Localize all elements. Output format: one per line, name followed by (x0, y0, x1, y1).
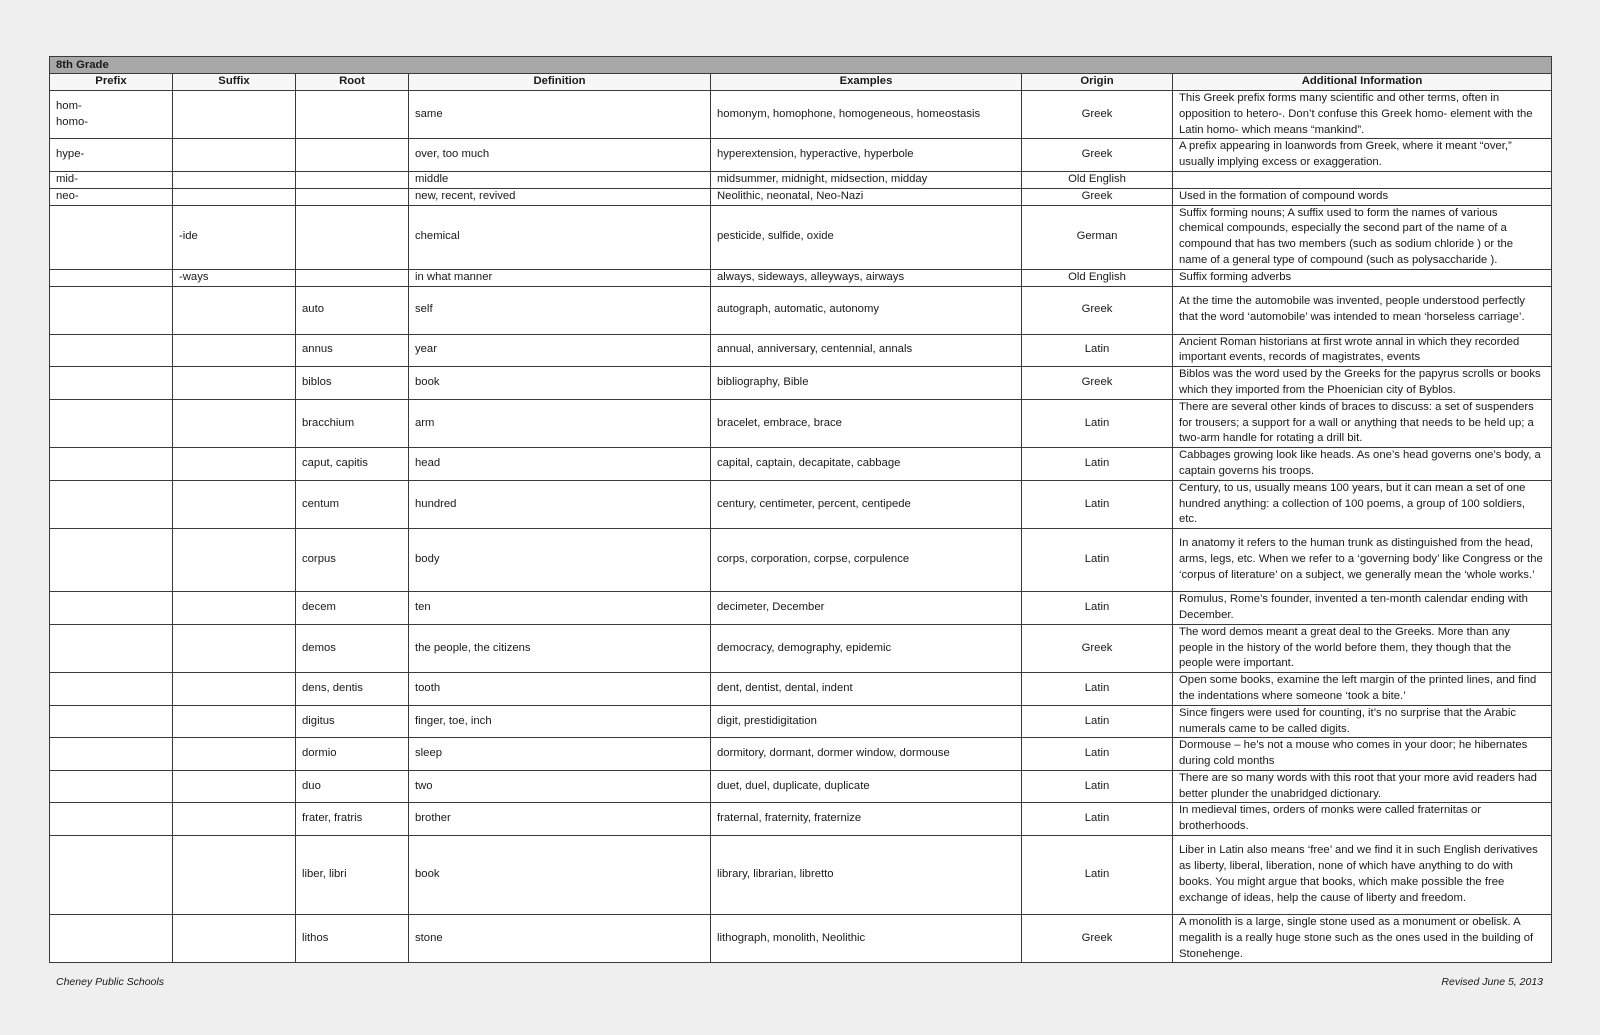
cell-root (296, 188, 409, 205)
cell-additional-info: Used in the formation of compound words (1173, 188, 1552, 205)
table-row (50, 205, 1552, 269)
cell-suffix (173, 448, 296, 481)
cell-origin: Greek (1022, 286, 1173, 334)
cell-origin: Greek (1022, 91, 1173, 139)
cell-suffix (173, 367, 296, 400)
cell-root: decem (296, 592, 409, 625)
cell-prefix: hype- (50, 139, 173, 172)
cell-examples: midsummer, midnight, midsection, midday (711, 171, 1022, 188)
table-row (50, 705, 1552, 738)
cell-examples: bracelet, embrace, brace (711, 399, 1022, 447)
cell-definition: chemical (409, 205, 711, 269)
cell-additional-info: In medieval times, orders of monks were called fraternitas or brotherhoods. (1173, 803, 1552, 836)
cell-prefix (50, 269, 173, 286)
cell-additional-info: Romulus, Rome’s founder, invented a ten-month calendar ending with December. (1173, 592, 1552, 625)
cell-examples: homonym, homophone, homogeneous, homeostasis (711, 91, 1022, 139)
table-row (50, 139, 1552, 172)
cell-definition: middle (409, 171, 711, 188)
table-row (50, 673, 1552, 706)
cell-origin: Greek (1022, 188, 1173, 205)
table-row (50, 367, 1552, 400)
cell-root: liber, libri (296, 836, 409, 915)
header-examples: Examples (711, 74, 1022, 91)
cell-additional-info: Century, to us, usually means 100 years, but it can mean a set of one hundred anything: a collection of 100 poems, a group of 100 soldiers, etc. (1173, 480, 1552, 528)
cell-prefix (50, 367, 173, 400)
cell-prefix (50, 334, 173, 367)
cell-prefix (50, 624, 173, 672)
cell-prefix (50, 836, 173, 915)
header-suffix: Suffix (173, 74, 296, 91)
cell-examples: fraternal, fraternity, fraternize (711, 803, 1022, 836)
cell-definition: stone (409, 915, 711, 963)
cell-definition: same (409, 91, 711, 139)
cell-prefix (50, 399, 173, 447)
cell-prefix (50, 738, 173, 771)
table-row (50, 269, 1552, 286)
cell-root: lithos (296, 915, 409, 963)
cell-examples: autograph, automatic, autonomy (711, 286, 1022, 334)
cell-suffix (173, 803, 296, 836)
cell-additional-info: Suffix forming adverbs (1173, 269, 1552, 286)
roots-table (49, 56, 1552, 963)
cell-prefix (50, 770, 173, 803)
cell-examples: library, librarian, libretto (711, 836, 1022, 915)
table-row (50, 334, 1552, 367)
cell-prefix (50, 529, 173, 592)
cell-root: corpus (296, 529, 409, 592)
cell-additional-info: Open some books, examine the left margin of the printed lines, and find the indentations where someone ‘took a bite.’ (1173, 673, 1552, 706)
cell-prefix (50, 915, 173, 963)
cell-origin: Latin (1022, 592, 1173, 625)
cell-definition: over, too much (409, 139, 711, 172)
cell-examples: corps, corporation, corpse, corpulence (711, 529, 1022, 592)
cell-definition: book (409, 836, 711, 915)
cell-root: digitus (296, 705, 409, 738)
cell-suffix (173, 705, 296, 738)
cell-examples: dent, dentist, dental, indent (711, 673, 1022, 706)
footer-school: Cheney Public Schools (56, 976, 164, 988)
table-row (50, 915, 1552, 963)
table-row (50, 592, 1552, 625)
cell-definition: brother (409, 803, 711, 836)
cell-definition: head (409, 448, 711, 481)
table-row (50, 286, 1552, 334)
table-row (50, 738, 1552, 771)
cell-suffix (173, 399, 296, 447)
cell-root: duo (296, 770, 409, 803)
cell-origin: Greek (1022, 915, 1173, 963)
header-row (50, 74, 1552, 91)
cell-definition: tooth (409, 673, 711, 706)
cell-prefix (50, 480, 173, 528)
cell-definition: book (409, 367, 711, 400)
cell-origin: Greek (1022, 367, 1173, 400)
cell-root: auto (296, 286, 409, 334)
cell-origin: Old English (1022, 269, 1173, 286)
cell-additional-info: In anatomy it refers to the human trunk as distinguished from the head, arms, legs, etc. When we refer to a ‘governing body’ like Congress or the ‘corpus of literature’ on a subject, we generally mean the ‘whole works.’ (1173, 529, 1552, 592)
cell-suffix (173, 334, 296, 367)
cell-additional-info: This Greek prefix forms many scientific and other terms, often in opposition to hetero-. Don’t confuse this Greek homo- element with the Latin homo- which means “mankind”. (1173, 91, 1552, 139)
table-row (50, 770, 1552, 803)
header-additional-info: Additional Information (1173, 74, 1552, 91)
cell-examples: hyperextension, hyperactive, hyperbole (711, 139, 1022, 172)
footer-revised-date: Revised June 5, 2013 (1441, 976, 1543, 988)
cell-root: demos (296, 624, 409, 672)
cell-origin: Latin (1022, 738, 1173, 771)
cell-suffix (173, 770, 296, 803)
cell-definition: the people, the citizens (409, 624, 711, 672)
cell-suffix (173, 188, 296, 205)
cell-suffix (173, 480, 296, 528)
header-definition: Definition (409, 74, 711, 91)
cell-origin: German (1022, 205, 1173, 269)
table-row (50, 188, 1552, 205)
cell-origin: Latin (1022, 770, 1173, 803)
cell-additional-info: Biblos was the word used by the Greeks for the papyrus scrolls or books which they imported from the Phoenician city of Byblos. (1173, 367, 1552, 400)
cell-additional-info: At the time the automobile was invented, people understood perfectly that the word ‘automobile’ was intended to mean ‘horseless carriage’. (1173, 286, 1552, 334)
cell-examples: Neolithic, neonatal, Neo-Nazi (711, 188, 1022, 205)
cell-additional-info: Liber in Latin also means ‘free’ and we find it in such English derivatives as liberty, liberal, liberation, none of which have anything to do with books. You might argue that books, which make possible the free exchange of ideas, help the cause of liberty and freedom. (1173, 836, 1552, 915)
cell-prefix (50, 448, 173, 481)
cell-suffix (173, 673, 296, 706)
cell-suffix (173, 738, 296, 771)
cell-root: dormio (296, 738, 409, 771)
cell-root: annus (296, 334, 409, 367)
cell-definition: body (409, 529, 711, 592)
table-row (50, 91, 1552, 139)
cell-root: frater, fratris (296, 803, 409, 836)
cell-origin: Latin (1022, 673, 1173, 706)
cell-examples: duet, duel, duplicate, duplicate (711, 770, 1022, 803)
cell-prefix (50, 705, 173, 738)
cell-additional-info: A monolith is a large, single stone used as a monument or obelisk. A megalith is a really huge stone such as the ones used in the building of Stonehenge. (1173, 915, 1552, 963)
cell-additional-info: A prefix appearing in loanwords from Greek, where it meant “over,” usually implying excess or exaggeration. (1173, 139, 1552, 172)
cell-examples: lithograph, monolith, Neolithic (711, 915, 1022, 963)
cell-origin: Latin (1022, 448, 1173, 481)
cell-suffix (173, 139, 296, 172)
cell-additional-info: Suffix forming nouns; A suffix used to form the names of various chemical compounds, especially the second part of the name of a compound that has two members (such as sodium chloride ) or the name of a general type of compound (such as polysaccharide ). (1173, 205, 1552, 269)
cell-origin: Latin (1022, 529, 1173, 592)
cell-origin: Greek (1022, 624, 1173, 672)
cell-additional-info: Ancient Roman historians at first wrote annal in which they recorded important events, records of magistrates, events (1173, 334, 1552, 367)
cell-prefix (50, 205, 173, 269)
cell-prefix: mid- (50, 171, 173, 188)
cell-examples: decimeter, December (711, 592, 1022, 625)
table-row (50, 480, 1552, 528)
cell-root (296, 139, 409, 172)
cell-definition: sleep (409, 738, 711, 771)
table-row (50, 803, 1552, 836)
cell-origin: Latin (1022, 399, 1173, 447)
cell-suffix (173, 286, 296, 334)
cell-examples: century, centimeter, percent, centipede (711, 480, 1022, 528)
table-row (50, 399, 1552, 447)
cell-prefix (50, 286, 173, 334)
cell-prefix (50, 592, 173, 625)
cell-root: biblos (296, 367, 409, 400)
cell-examples: capital, captain, decapitate, cabbage (711, 448, 1022, 481)
cell-prefix (50, 803, 173, 836)
cell-additional-info: The word demos meant a great deal to the Greeks. More than any people in the history of the world before them, they though that the people were important. (1173, 624, 1552, 672)
cell-prefix (50, 673, 173, 706)
cell-definition: self (409, 286, 711, 334)
cell-examples: digit, prestidigitation (711, 705, 1022, 738)
cell-root (296, 205, 409, 269)
vocabulary-sheet (49, 56, 1551, 963)
header-root: Root (296, 74, 409, 91)
cell-examples: pesticide, sulfide, oxide (711, 205, 1022, 269)
cell-examples: always, sideways, alleyways, airways (711, 269, 1022, 286)
cell-definition: in what manner (409, 269, 711, 286)
cell-root: caput, capitis (296, 448, 409, 481)
cell-suffix (173, 592, 296, 625)
cell-root: bracchium (296, 399, 409, 447)
cell-suffix (173, 91, 296, 139)
cell-suffix: -ide (173, 205, 296, 269)
cell-additional-info: There are several other kinds of braces to discuss: a set of suspenders for trousers; a support for a wall or anything that needs to be held up; a two-arm handle for rotating a drill bit. (1173, 399, 1552, 447)
cell-prefix: hom- homo- (50, 91, 173, 139)
cell-root (296, 91, 409, 139)
header-origin: Origin (1022, 74, 1173, 91)
cell-suffix: -ways (173, 269, 296, 286)
cell-suffix (173, 171, 296, 188)
cell-origin: Latin (1022, 480, 1173, 528)
table-row (50, 836, 1552, 915)
table-row (50, 448, 1552, 481)
cell-additional-info: There are so many words with this root that your more avid readers had better plunder the unabridged dictionary. (1173, 770, 1552, 803)
cell-suffix (173, 624, 296, 672)
cell-origin: Latin (1022, 803, 1173, 836)
cell-origin: Latin (1022, 334, 1173, 367)
cell-root: centum (296, 480, 409, 528)
cell-origin: Latin (1022, 836, 1173, 915)
cell-prefix: neo- (50, 188, 173, 205)
cell-origin: Latin (1022, 705, 1173, 738)
cell-suffix (173, 915, 296, 963)
cell-examples: dormitory, dormant, dormer window, dormouse (711, 738, 1022, 771)
cell-root (296, 171, 409, 188)
table-row (50, 529, 1552, 592)
cell-suffix (173, 529, 296, 592)
cell-root (296, 269, 409, 286)
cell-origin: Old English (1022, 171, 1173, 188)
cell-definition: new, recent, revived (409, 188, 711, 205)
cell-additional-info (1173, 171, 1552, 188)
cell-definition: finger, toe, inch (409, 705, 711, 738)
table-row (50, 624, 1552, 672)
cell-root: dens, dentis (296, 673, 409, 706)
cell-additional-info: Dormouse – he’s not a mouse who comes in your door; he hibernates during cold months (1173, 738, 1552, 771)
table-row (50, 171, 1552, 188)
grade-title: 8th Grade (49, 56, 1552, 73)
cell-examples: democracy, demography, epidemic (711, 624, 1022, 672)
cell-definition: two (409, 770, 711, 803)
cell-origin: Greek (1022, 139, 1173, 172)
cell-additional-info: Since fingers were used for counting, it’s no surprise that the Arabic numerals came to be called digits. (1173, 705, 1552, 738)
cell-definition: arm (409, 399, 711, 447)
cell-definition: hundred (409, 480, 711, 528)
cell-additional-info: Cabbages growing look like heads. As one’s head governs one’s body, a captain governs his troops. (1173, 448, 1552, 481)
cell-examples: annual, anniversary, centennial, annals (711, 334, 1022, 367)
cell-definition: year (409, 334, 711, 367)
cell-examples: bibliography, Bible (711, 367, 1022, 400)
header-prefix: Prefix (50, 74, 173, 91)
cell-suffix (173, 836, 296, 915)
cell-definition: ten (409, 592, 711, 625)
